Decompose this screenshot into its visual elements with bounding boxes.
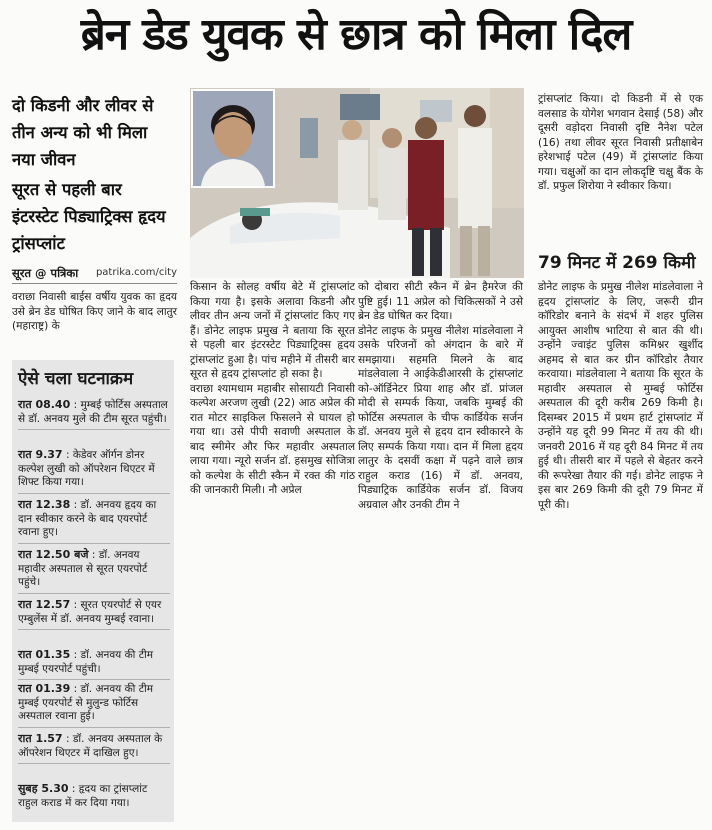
timeline-text: : हृदय का ट्रांसप्लांट राहुल कराड में कर दिया गया। bbox=[18, 783, 148, 809]
timeline-time: रात 12.50 बजे bbox=[18, 548, 89, 561]
article-column-4: ट्रांसप्लांट किया। दो किडनी में से एक वलसाड के योगेश भगवान देसाई (58) और दूसरी वड़ोदरा निवासी दृष्टि नैनेश पटेल (16) तथा लीवर सूरत निवासी प्रतीक्षाबेन हरेशभाई पटेल (49) में ट्रांसप्लांट किया गया। चक्षुओं का दान लोकदृष्टि चक्षु बैंक के डॉ. प्रफुल शिरोया ने स्वीकार किया। bbox=[538, 93, 703, 192]
timeline-time: रात 08.40 bbox=[18, 398, 71, 411]
timeline-time: रात 9.37 bbox=[18, 448, 63, 461]
timeline-time: रात 1.57 bbox=[18, 732, 63, 745]
timeline-time: रात 12.38 bbox=[18, 498, 71, 511]
timeline-item bbox=[18, 732, 170, 764]
timeline-item bbox=[18, 648, 170, 680]
portrait-illustration bbox=[193, 91, 273, 186]
timeline-item bbox=[18, 398, 170, 430]
lead-paragraph: वराछा निवासी बाईस वर्षीय युवक का हृदय उसे ब्रेन डेड घोषित किए जाने के बाद लातुर (महाराष्ट्र) के bbox=[12, 291, 177, 332]
subhead-interstate: सूरत से पहली बार इंटरस्टेट पिड्याट्रिक्स हृदय ट्रांसप्लांट bbox=[12, 180, 166, 253]
timeline-time: रात 12.57 bbox=[18, 598, 71, 611]
timeline-text: : केडेवर ऑर्गन डोनर कल्पेश लुखी को ऑपरेशन थिएटर में शिफ्ट किया गया। bbox=[18, 449, 155, 488]
timeline-text: : सूरत एयरपोर्ट से एयर एम्बुलेंस में डॉ. अनवय मुम्बई रवाना। bbox=[18, 599, 162, 625]
dateline-source: patrika.com/city bbox=[95, 267, 177, 278]
timeline-time: रात 01.35 bbox=[18, 648, 71, 661]
article-column-2: किसान के सोलह वर्षीय बेटे में ट्रांसप्लांट किया गया है। इसके अलावा किडनी और लीवर तीन अन्य जनों में ट्रांसप्लांट किए गए हैं। डोनेट लाइफ प्रमुख ने बताया कि सूरत से पहली बार इंटरस्टेट पिड्याट्रिक्स हृदय ट्रांसप्लांट हुआ है। पांच महीने में तीसरी बार सूरत से हृदय ट्रांसप्लांट हो सका है। वराछा श्यामधाम महाबीर सोसायटी निवासी कल्पेश अरजण लुखी (22) आठ अप्रेल की रात मोटर साइकिल फिसलने से घायल हो गया था। उसे पीपी सवाणी अस्पताल के बाद स्मीमेर और फिर महावीर अस्पताल लाया गया। न्यूरो सर्जन डॉ. हसमुख सोजित्रा को कल्पेश के सीटी स्कैन में रक्त की गांठ की जानकारी मिली। नौ अप्रेल bbox=[190, 281, 355, 496]
timeline-text: : मुम्बई फोर्टिस अस्पताल से डॉ. अनवय मुले की टीम सूरत पहुंची। bbox=[18, 399, 168, 425]
timeline-time: सुबह 5.30 bbox=[18, 782, 69, 795]
timeline-text: : डॉ. अनवय की टीम मुम्बई एयरपोर्ट से मुलुन्ड फोर्टिस अस्पताल रवाना हुई। bbox=[18, 683, 154, 722]
timeline-text: : डॉ. अनवय की टीम मुम्बई एयरपोर्ट पहुंची। bbox=[18, 649, 154, 675]
article-column-4b: डोनेट लाइफ के प्रमुख नीलेश मांडलेवाला ने हृदय ट्रांसप्लांट के लिए, जरूरी ग्रीन कॉरिडोर बनाने के संदर्भ में शहर पुलिस आयुक्त आशीष भाटिया से बात की थी। उन्होंने ज्वाइंट पुलिस कमिश्नर खुर्शीद अहमद से बात कर ग्रीन कॉरिडोर तैयार करवाया। मांडलेवाला ने बताया कि सूरत के महावीर अस्पताल से मुम्बई फोर्टिस अस्पताल की दूरी करीब 269 किमी है। दिसम्बर 2015 में प्रथम हार्ट ट्रांसप्लांट में उन्होंने यह दूरी 99 मिनट में तय की थी। जनवरी 2016 में यह दूरी 84 मिनट में तय हुई थी। तीसरी बार में पहले से बेहतर करने की रूपरेखा तैयार की गई। डोनेट लाइफ ने इस बार 269 किमी की दूरी 79 मिनट में पूरी की। bbox=[538, 281, 703, 511]
timeline-time: रात 01.39 bbox=[18, 682, 71, 695]
timeline-item bbox=[18, 782, 170, 813]
timeline-text: : डॉ. अनवय अस्पताल के ऑपरेशन थिएटर में दाखिल हुए। bbox=[18, 733, 163, 759]
donor-portrait-photo bbox=[191, 89, 275, 188]
timeline-text: : डॉ. अनवय महावीर अस्पताल से सूरत एयरपोर्ट पहुंचे। bbox=[18, 549, 148, 588]
headline: ब्रेन डेड युवक से छात्र को मिला दिल bbox=[80, 9, 632, 60]
dateline bbox=[12, 266, 177, 284]
timeline-item bbox=[18, 682, 170, 728]
distance-subheading: 79 मिनट में 269 किमी bbox=[538, 253, 696, 273]
article-column-3: को दोबारा सीटी स्कैन में ब्रेन हैमरेज की पुष्टि हुई। 11 अप्रेल को चिकित्सकों ने उसे ब्रेन डेड घोषित कर दिया। डोनेट लाइफ के प्रमुख नीलेश मांडलेवाला ने उसके परिजनों को अंगदान के बारे में समझाया। सहमति मिलने के बाद मांडलेवाला ने आईकेडीआरसी के ट्रांसप्लांट को-ऑर्डिनेटर प्रिया शाह और डॉ. प्रांजल मोदी से सम्पर्क किया, जबकि मुम्बई की फोर्टिस अस्पताल के चीफ कार्डियेक सर्जन डॉ. अनवय मुले से हृदय दान स्वीकारने के लिए सम्पर्क किया गया। दान में मिला हृदय लातुर के दसवीं कक्षा में पढ़ने वाले छात्र राहुल कराड (16) में डॉ. अनवय, पिड्याट्रिक कार्डियेक सर्जन डॉ. विजय अग्रवाल और उनकी टीम ने bbox=[358, 281, 523, 511]
timeline-item bbox=[18, 598, 170, 630]
timeline-item bbox=[18, 498, 170, 544]
timeline-item bbox=[18, 548, 170, 594]
timeline-text: : डॉ. अनवय हृदय का दान स्वीकार करने के बाद एयरपोर्ट रवाना हुए। bbox=[18, 499, 157, 538]
subhead-organs: दो किडनी और लीवर से तीन अन्य को भी मिला नया जीवन bbox=[12, 96, 154, 169]
timeline-title: ऐसे चला घटनाक्रम bbox=[18, 369, 134, 389]
dateline-place: सूरत @ पत्रिका bbox=[12, 266, 79, 280]
timeline-item bbox=[18, 448, 170, 494]
